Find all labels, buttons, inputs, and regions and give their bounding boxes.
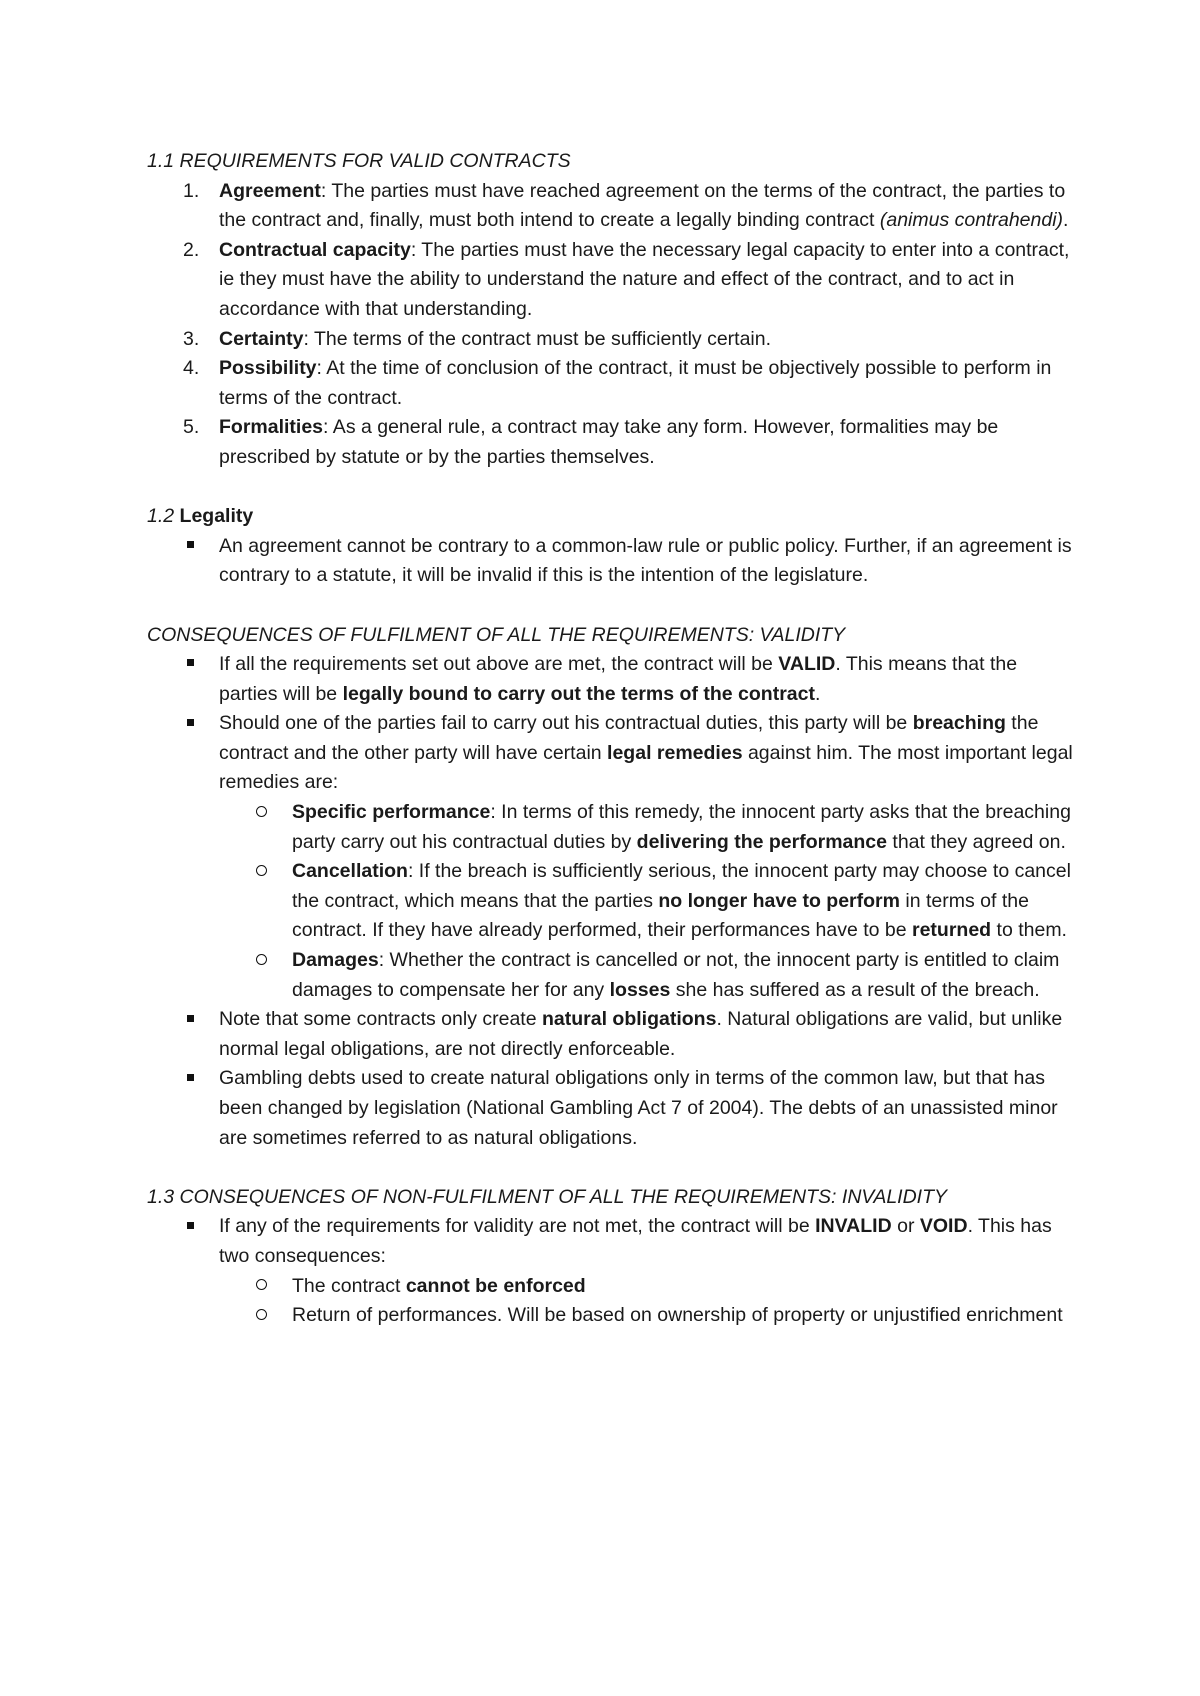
sub-text: Return of performances. Will be based on ownership of property or unjustified enrichment [292, 1304, 1063, 1327]
list-number: 5. [183, 416, 200, 439]
square-bullet-icon [183, 1064, 213, 1094]
term: Formalities [219, 416, 324, 439]
sub-item [147, 1301, 1077, 1331]
list-number: 3. [183, 327, 200, 350]
list-item [147, 413, 1077, 472]
sub-text: : Whether the contract is cancelled or not, the innocent party is entitled to claim damages to compensate her for any [292, 949, 1060, 1001]
circle-bullet-icon [255, 798, 285, 828]
list-number: 1. [183, 179, 200, 202]
bullet-item [147, 709, 1077, 798]
square-bullet-icon [183, 1005, 213, 1035]
sub-item [147, 857, 1077, 946]
bold-text: delivering the performance [636, 830, 887, 853]
bullet-item [147, 1005, 1077, 1064]
list-item [147, 236, 1077, 325]
bullet-text: Gambling debts used to create natural obligations only in terms of the common law, but that has been changed by legislation (National Gambling Act 7 of 2004). The debts of an unassisted minor are sometimes referred to as natural obligations. [219, 1067, 1058, 1149]
sub-text: in terms of the contract. If they have already performed, their performances have to be [292, 889, 1029, 942]
sub-text: : In terms of this remedy, the innocent party asks that the breaching party carry out his contractual duties by [292, 801, 1071, 853]
spacer [147, 1153, 1077, 1183]
circle-bullet-icon [255, 857, 285, 887]
bullet-text: An agreement cannot be contrary to a common-law rule or public policy. Further, if an agreement is contrary to a statute, it will be invalid if this is the intention of the legislature. [219, 534, 1072, 587]
item-text: : The terms of the contract must be sufficiently certain. [303, 327, 772, 350]
sub-text: that they agreed on. [887, 830, 1066, 853]
term: Contractual capacity [219, 238, 411, 261]
bullet-text: or [891, 1215, 920, 1238]
term: Damages [292, 949, 379, 972]
bullet-item [147, 1212, 1077, 1271]
term: Specific performance [292, 801, 491, 824]
square-bullet-icon [183, 650, 213, 680]
bold-text: VOID [919, 1215, 968, 1238]
section-heading-requirements: 1.1 REQUIREMENTS FOR VALID CONTRACTS [147, 150, 571, 172]
bold-text: legal remedies [607, 741, 743, 764]
term: Cancellation [292, 860, 408, 883]
term: Certainty [219, 327, 304, 350]
bold-text: breaching [912, 712, 1006, 735]
bold-text: losses [609, 978, 671, 1001]
bold-text: natural obligations [542, 1008, 717, 1031]
spacer [147, 473, 1077, 503]
section-heading-validity: CONSEQUENCES OF FULFILMENT OF ALL THE REQUIREMENTS: VALIDITY [147, 623, 846, 646]
list-item [147, 177, 1077, 236]
square-bullet-icon [183, 709, 213, 739]
square-bullet-icon [183, 1212, 213, 1242]
bullet-text: Should one of the parties fail to carry out his contractual duties, this party will be [219, 712, 913, 735]
list-number: 4. [183, 357, 200, 380]
circle-bullet-icon [255, 946, 285, 976]
sub-text: The contract [292, 1274, 406, 1297]
circle-bullet-icon [255, 1301, 285, 1331]
sub-text: she has suffered as a result of the breach. [670, 978, 1040, 1001]
latin-term: (animus contrahendi) [879, 209, 1064, 232]
bold-text: cannot be enforced [405, 1274, 586, 1297]
section-number: 1.2 [147, 505, 180, 528]
bullet-text: If any of the requirements for validity are not met, the contract will be [219, 1215, 816, 1238]
item-text: : As a general rule, a contract may take any form. However, formalities may be prescribed by statute or by the parties themselves. [219, 416, 999, 468]
bold-text: returned [912, 919, 992, 942]
sub-item [147, 946, 1077, 1005]
spacer [147, 591, 1077, 621]
square-bullet-icon [183, 532, 213, 562]
bullet-text: against him. The most important legal remedies are: [219, 741, 1073, 794]
bullet-text: . [814, 682, 821, 705]
bullet-text: If all the requirements set out above are met, the contract will be [219, 653, 779, 676]
bold-text: legally bound to carry out the terms of the contract [342, 682, 815, 705]
item-end: . [1063, 209, 1069, 232]
sub-text: : If the breach is sufficiently serious, the innocent party may choose to cancel the contract, which means that the parties [292, 860, 1071, 912]
bullet-text: . This has two consequences: [219, 1215, 1052, 1267]
requirements-list [147, 177, 1077, 473]
list-item [147, 354, 1077, 413]
bullet-text: the contract and the other party will have certain [219, 712, 1039, 764]
list-number: 2. [183, 238, 200, 261]
item-text: : The parties must have the necessary legal capacity to enter into a contract, ie they must have the ability to understand the nature and effect of the contract, and to act in accordance with that understanding. [219, 238, 1070, 320]
bullet-text: Note that some contracts only create [219, 1008, 542, 1031]
term: Possibility [219, 357, 317, 380]
section-heading-invalidity: 1.3 CONSEQUENCES OF NON-FULFILMENT OF ALL THE REQUIREMENTS: INVALIDITY [147, 1185, 948, 1208]
bullet-text: . This means that the parties will be [219, 653, 1018, 705]
bullet-item [147, 532, 1077, 591]
list-item [147, 325, 1077, 355]
item-text: : At the time of conclusion of the contract, it must be objectively possible to perform in terms of the contract. [219, 357, 1052, 409]
document-body [147, 147, 1077, 1331]
bold-text: INVALID [815, 1215, 892, 1238]
bullet-item [147, 1064, 1077, 1153]
circle-bullet-icon [255, 1272, 285, 1302]
section-heading-legality [147, 502, 1077, 532]
sub-text: to them. [991, 919, 1067, 942]
term: Agreement [219, 179, 321, 202]
item-text: : The parties must have reached agreement on the terms of the contract, the parties to the contract and, finally, must both intend to create a legally binding contract [219, 179, 1066, 232]
sub-item [147, 1272, 1077, 1302]
bullet-text: . Natural obligations are valid, but unlike normal legal obligations, are not directly enforceable. [219, 1008, 1063, 1060]
bold-text: VALID [778, 653, 836, 676]
bullet-item [147, 650, 1077, 709]
section-title: Legality [179, 505, 254, 528]
bold-text: no longer have to perform [658, 889, 900, 912]
sub-item [147, 798, 1077, 857]
